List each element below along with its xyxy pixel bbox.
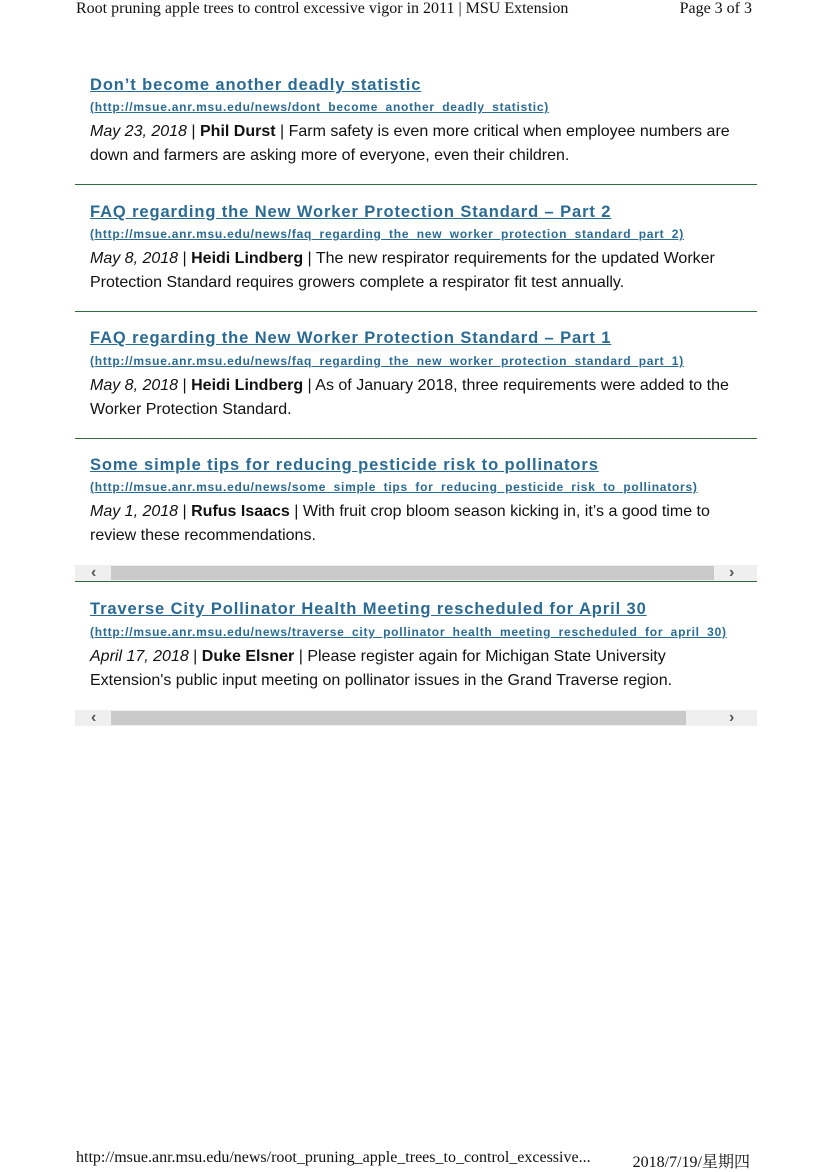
news-author: Rufus Isaacs	[191, 503, 290, 520]
print-footer	[76, 1149, 750, 1169]
news-summary-text: Please register again for Michigan State University Extension's public input meeting on pollinator issues in the Grand Traverse region.	[90, 648, 673, 689]
news-date: April 17, 2018	[90, 648, 189, 665]
separator: |	[289, 503, 303, 520]
news-summary-text: As of January 2018, three requirements were added to the Worker Protection Standard.	[90, 377, 729, 418]
separator: |	[303, 250, 316, 267]
news-url-link[interactable]: (http://msue.anr.msu.edu/news/dont_become_another_deadly_statistic)	[90, 100, 550, 114]
page-url: http://msue.anr.msu.edu/news/root_pruning_apple_trees_to_control_excessive...	[76, 1149, 591, 1166]
news-summary	[90, 374, 750, 422]
news-title-link[interactable]: FAQ regarding the New Worker Protection Standard – Part 1	[90, 329, 612, 347]
news-url-link[interactable]: (http://msue.anr.msu.edu/news/some_simple_tips_for_reducing_pesticide_risk_to_pollinators)	[90, 480, 698, 494]
print-date: 2018/7/19/星期四	[632, 1154, 750, 1171]
horizontal-scrollbar[interactable]	[75, 565, 757, 581]
news-url-link[interactable]: (http://msue.anr.msu.edu/news/traverse_city_pollinator_health_meeting_rescheduled_for_april_30)	[90, 625, 727, 639]
news-title-link[interactable]: Some simple tips for reducing pesticide risk to pollinators	[90, 456, 599, 474]
news-author: Heidi Lindberg	[191, 250, 304, 267]
chevron-left-icon[interactable]: ‹	[91, 709, 97, 726]
news-summary	[90, 247, 750, 295]
divider	[75, 438, 757, 439]
separator: |	[178, 377, 192, 394]
news-url-link[interactable]: (http://msue.anr.msu.edu/news/faq_regarding_the_new_worker_protection_standard_part_2)	[90, 227, 684, 241]
news-summary	[90, 645, 750, 693]
news-author: Heidi Lindberg	[191, 377, 304, 394]
news-date: May 1, 2018	[90, 503, 179, 520]
news-date: May 8, 2018	[90, 250, 179, 267]
chevron-right-icon[interactable]: ›	[729, 709, 735, 726]
divider	[75, 581, 757, 582]
separator: |	[294, 648, 308, 665]
news-summary-text: The new respirator requirements for the updated Worker Protection Standard requires growers complete a respirator fit test annually.	[90, 250, 715, 291]
separator: |	[178, 250, 192, 267]
horizontal-scrollbar[interactable]	[75, 710, 757, 726]
news-date: May 23, 2018	[90, 123, 187, 140]
separator: |	[188, 648, 202, 665]
separator: |	[186, 123, 200, 140]
divider-wrap	[75, 581, 757, 582]
news-summary	[90, 120, 750, 168]
separator: |	[178, 503, 192, 520]
news-title-link[interactable]: Traverse City Pollinator Health Meeting rescheduled for April 30	[90, 600, 647, 618]
chevron-right-icon[interactable]: ›	[729, 564, 735, 581]
chevron-left-icon[interactable]: ‹	[91, 564, 97, 581]
news-author: Duke Elsner	[201, 648, 295, 665]
news-title-link[interactable]: Don’t become another deadly statistic	[90, 76, 422, 94]
news-title-link[interactable]: FAQ regarding the New Worker Protection Standard – Part 2	[90, 203, 612, 221]
news-author: Phil Durst	[200, 123, 276, 140]
divider	[75, 311, 757, 312]
news-summary-text: With fruit crop bloom season kicking in, it’s a good time to review these recommendations.	[90, 503, 710, 544]
scrollbar-thumb[interactable]	[111, 566, 714, 580]
separator: |	[303, 377, 316, 394]
separator: |	[275, 123, 289, 140]
print-header	[76, 0, 752, 20]
news-summary-text: Farm safety is even more critical when employee numbers are down and farmers are asking more of everyone, even their children.	[90, 123, 730, 164]
page-title: Root pruning apple trees to control excessive vigor in 2011 | MSU Extension	[76, 0, 569, 17]
news-summary	[90, 500, 750, 548]
news-url-link[interactable]: (http://msue.anr.msu.edu/news/faq_regarding_the_new_worker_protection_standard_part_1)	[90, 354, 684, 368]
news-date: May 8, 2018	[90, 377, 179, 394]
page-number: Page 3 of 3	[679, 0, 752, 17]
scrollbar-thumb[interactable]	[111, 711, 686, 725]
divider	[75, 184, 757, 185]
